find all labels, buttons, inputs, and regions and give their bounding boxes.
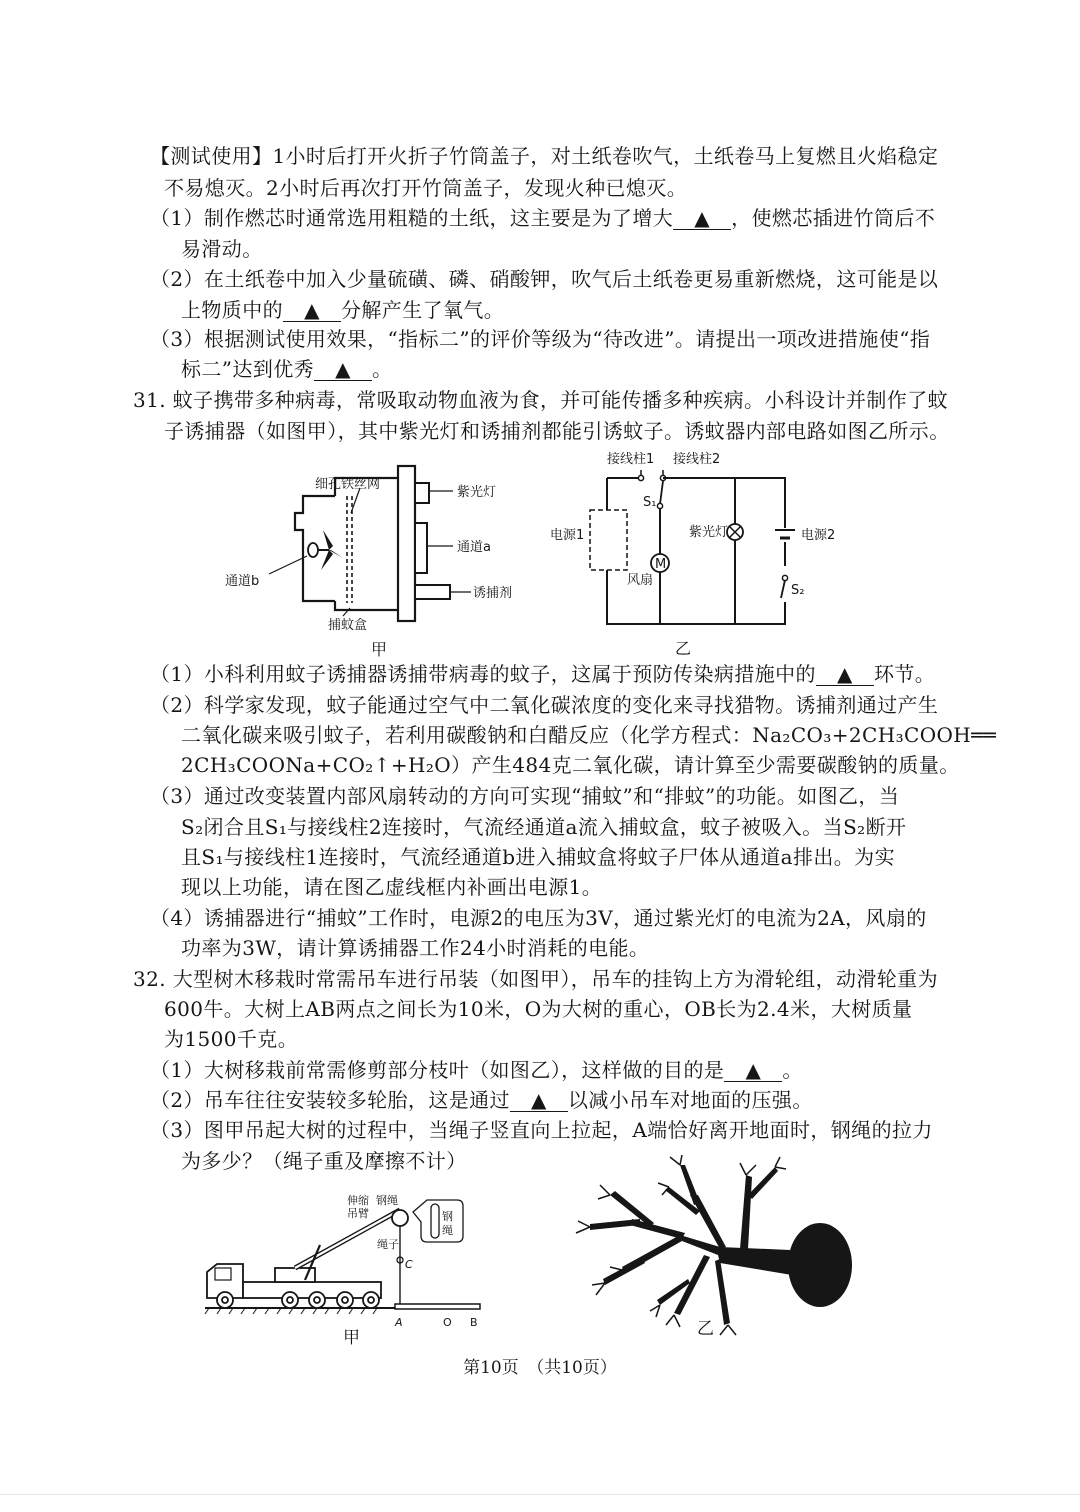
- q30-2-line-2: 上物质中的 ▲ 分解产生了氧气。: [181, 298, 505, 322]
- q30-1-line-1: （1）制作燃芯时通常选用粗糙的土纸，这主要是为了增大 ▲ ，使燃芯插进竹筒后不: [150, 206, 936, 230]
- q32-1-line: （1）大树移栽前常需修剪部分枝叶（如图乙），这样做的目的是 ▲ 。: [150, 1058, 803, 1082]
- label-cable-v2: 绳: [442, 1224, 453, 1237]
- label-cable-v1: 钢: [442, 1210, 453, 1223]
- trap-circuit-figure: [545, 448, 865, 663]
- label-cable: 钢绳: [376, 1194, 398, 1207]
- label-b: B: [470, 1316, 478, 1329]
- answer-blank[interactable]: ▲: [283, 299, 341, 322]
- label-s1: S₁: [643, 495, 657, 510]
- label-boom-2: 吊臂: [347, 1207, 369, 1220]
- answer-blank[interactable]: ▲: [673, 207, 731, 230]
- label-o: O: [443, 1316, 452, 1329]
- q32-2-line: （2）吊车往往安装较多轮胎，这是通过 ▲ 以减小吊车对地面的压强。: [150, 1088, 813, 1112]
- label-fan: 风扇: [627, 573, 654, 588]
- label-rope: 绳子: [377, 1238, 399, 1251]
- q32-3-line-1: （3）图甲吊起大树的过程中，当绳子竖直向上拉起，A端恰好离开地面时，钢绳的拉力: [150, 1118, 933, 1142]
- page-divider: [0, 1494, 1080, 1495]
- figure-caption-yi: 乙: [675, 639, 692, 658]
- label-c: C: [405, 1258, 413, 1271]
- q31-intro-line-1: 31. 蚊子携带多种病毒，常吸取动物血液为食，并可能传播多种疾病。小科设计并制作了蚊: [133, 388, 948, 412]
- test-use-line-2: 不易熄灭。2小时后再次打开竹筒盖子，发现火种已熄灭。: [164, 176, 688, 200]
- label-power-1: 电源1: [550, 528, 585, 543]
- q31-2-line-3: 2CH₃COONa+CO₂↑+H₂O）产生484克二氧化碳，请计算至少需要碳酸钠的质量。: [181, 753, 960, 777]
- q32-3-line-2: 为多少？（绳子重及摩擦不计）: [181, 1149, 467, 1173]
- q31-3-line-4: 现以上功能，请在图乙虚线框内补画出电源1。: [181, 875, 603, 899]
- q31-3-line-1: （3）通过改变装置内部风扇转动的方向可实现“捕蚊”和“排蚊”的功能。如图乙，当: [150, 784, 900, 808]
- answer-blank[interactable]: ▲: [510, 1089, 568, 1112]
- answer-blank[interactable]: ▲: [816, 663, 874, 686]
- q31-4-line-1: （4）诱捕器进行“捕蚊”工作时，电源2的电压为3V，通过紫光灯的电流为2A，风扇的: [150, 906, 927, 930]
- q30-3-line-2: 标二”达到优秀 ▲ 。: [181, 357, 393, 381]
- label-boom: 伸缩: [347, 1194, 369, 1207]
- label-post-2: 接线柱2: [673, 452, 721, 467]
- motor-symbol: M: [655, 557, 667, 572]
- mosquito-trap-figure: [215, 458, 545, 663]
- fan-icon: [308, 530, 343, 570]
- q31-3-line-2: S₂闭合且S₁与接线柱2连接时，气流经通道a流入捕蚊盒，蚊子被吸入。当S₂断开: [181, 815, 907, 839]
- q30-2-line-1: （2）在土纸卷中加入少量硫磺、磷、硝酸钾，吹气后土纸卷更易重新燃烧，这可能是以: [150, 267, 939, 291]
- label-lamp: 紫光灯: [457, 485, 497, 500]
- test-use-line-1: 【测试使用】1小时后打开火折子竹筒盖子，对土纸卷吹气，土纸卷马上复燃且火焰稳定: [150, 144, 939, 168]
- answer-blank[interactable]: ▲: [314, 358, 372, 381]
- q31-3-line-3: 且S₁与接线柱1连接时，气流经通道b进入捕蚊盒将蚊子尸体从通道a排出。为实: [181, 845, 895, 869]
- page-footer: 第10页 （共10页）: [463, 1358, 617, 1378]
- label-lamp-circuit: 紫光灯: [689, 525, 729, 540]
- q31-2-line-1: （2）科学家发现，蚊子能通过空气中二氧化碳浓度的变化来寻找猎物。诱捕剂通过产生: [150, 693, 939, 717]
- q31-4-line-2: 功率为3W，请计算诱捕器工作24小时消耗的电能。: [181, 936, 650, 960]
- label-s2: S₂: [791, 583, 805, 598]
- pruned-tree-figure: [570, 1155, 870, 1345]
- label-power-2: 电源2: [801, 528, 836, 543]
- figure-caption-jia: 甲: [371, 640, 388, 659]
- label-channel-b: 通道b: [225, 574, 260, 589]
- q32-intro-line-1: 32. 大型树木移栽时常需吊车进行吊装（如图甲），吊车的挂钩上方为滑轮组，动滑轮重为: [133, 967, 938, 991]
- tree-caption: 乙: [697, 1319, 715, 1339]
- label-box: 捕蚊盒: [328, 618, 368, 633]
- label-mesh: 细孔铁丝网: [315, 477, 381, 492]
- crane-caption: 甲: [343, 1328, 361, 1348]
- q30-3-line-1: （3）根据测试使用效果，“指标二”的评价等级为“待改进”。请提出一项改进措施使“指: [150, 327, 931, 351]
- q32-intro-line-2: 600牛。大树上AB两点之间长为10米，O为大树的重心，OB长为2.4米，大树质量: [164, 997, 913, 1021]
- q30-1-line-2: 易滑动。: [181, 237, 263, 261]
- label-channel-a: 通道a: [457, 540, 491, 555]
- q32-intro-line-3: 为1500千克。: [164, 1027, 299, 1051]
- label-attractant: 诱捕剂: [473, 586, 513, 601]
- q31-1-line: （1）小科利用蚊子诱捕器诱捕带病毒的蚊子，这属于预防传染病措施中的 ▲ 环节。: [150, 662, 936, 686]
- answer-blank[interactable]: ▲: [724, 1059, 782, 1082]
- label-a: A: [395, 1316, 403, 1329]
- q31-intro-line-2: 子诱捕器（如图甲），其中紫光灯和诱捕剂都能引诱蚊子。诱蚊器内部电路如图乙所示。: [164, 419, 950, 443]
- label-post-1: 接线柱1: [607, 452, 655, 467]
- q31-2-line-2: 二氧化碳来吸引蚊子，若利用碳酸钠和白醋反应（化学方程式：Na₂CO₃+2CH₃COOH══: [181, 723, 997, 747]
